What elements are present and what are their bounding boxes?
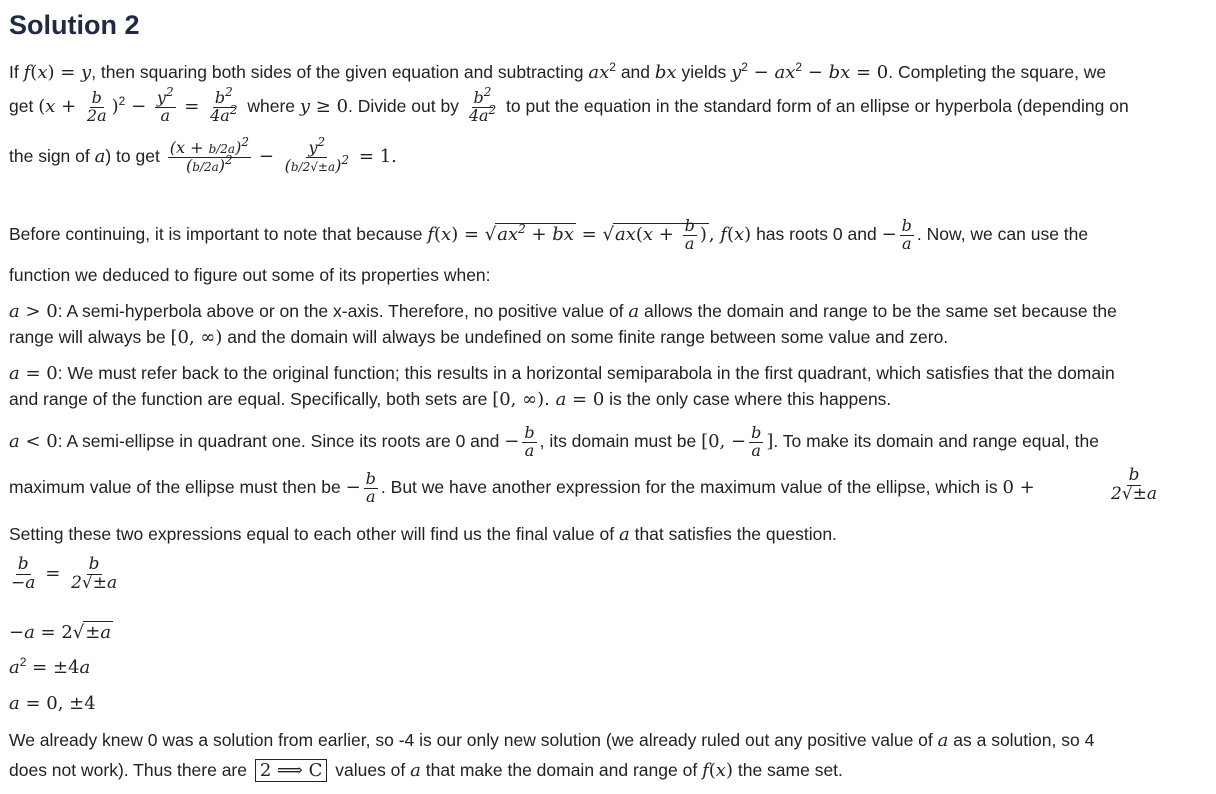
p1-text: , then squaring both sides of the given equation and subtracting — [91, 62, 584, 82]
case-positive-line-1: a > 0: A semi-hyperbola above or on the x-axis. Therefore, no positive value of a allows the domain and range to be the same set because the — [9, 301, 1117, 322]
conclusion-text: as a solution, so 4 — [953, 730, 1095, 750]
p2-line-1: Before continuing, it is important to note that because $f(x) = √ax^2$ + bx = √ax(x + $\frac{b}{a}$ ) , f(x) has roots 0 and − $\frac{b}{a}$ . Now, we can use the — [9, 216, 1089, 253]
case-text: maximum value of the ellipse must then be — [9, 476, 341, 497]
p1-line-3: the sign of a) to get $\frac{(x + b/2a)^2}{(b/2a)^2}$ − $\frac{y^2}{(b/2√\pm a)^2}$ = 1. — [9, 135, 397, 175]
p1-text: where — [247, 95, 296, 116]
p2-text: has roots 0 and — [756, 223, 877, 244]
conclusion-text: values of — [335, 760, 406, 780]
p1-text: the sign of — [9, 145, 90, 166]
p1-text: and — [620, 62, 651, 82]
case-text: : We must refer back to the original function; this results in a horizontal semiparabola in the first quadrant, which satisfies that the domain — [57, 363, 1115, 383]
case-text: range will always be — [9, 327, 166, 347]
case-text: is the only case where this happens. — [609, 389, 892, 409]
p1-line-1: If f(x) = y, then squaring both sides of the given equation and subtracting $ax^2$ and bx yields $y^2 - ax^2$ − bx = 0. Completing the square, we — [9, 60, 1107, 83]
equation-3: $a^2 = \pm 4a$ — [9, 655, 91, 678]
case-zero-line-1: a = 0: We must refer back to the original function; this results in a horizontal semiparabola in the first quadrant, which satisfies that the domain — [9, 363, 1115, 384]
p2-text: . Now, we can use the — [916, 223, 1089, 244]
case-text: . To make its domain and range equal, the — [773, 430, 1099, 451]
case-negative-line-3: Setting these two expressions equal to each other will find us the final value of a that satisfies the question. — [9, 524, 837, 545]
case-text: that satisfies the question. — [634, 524, 837, 544]
answer-box: 2 ⟹ C — [255, 759, 327, 782]
case-positive-line-2: range will always be [0, ∞) and the domain will always be undefined on some finite range between some value and zero. — [9, 327, 949, 348]
p2-text: Before continuing, it is important to note that because — [9, 223, 423, 244]
conclusion-text: the same set. — [737, 760, 843, 780]
case-text: : A semi-ellipse in quadrant one. Since its roots are 0 and — [57, 430, 500, 451]
p1-text: yields — [681, 62, 727, 82]
p1-text: get — [9, 95, 34, 116]
case-text: and range of the function are equal. Specifically, both sets are — [9, 389, 488, 409]
equation-1: $\frac{b}{-a}$ = $\frac{b}{2√\pm a}$ — [11, 554, 118, 593]
p1-text: . Divide out by — [348, 95, 459, 116]
case-text: allows the domain and range to be the same set because the — [644, 301, 1117, 321]
p1-text: If — [9, 62, 19, 82]
case-negative-line-1: a < 0: A semi-ellipse in quadrant one. Since its roots are 0 and − $\frac{b}{a}$ , its domain must be [0, − $\frac{b}{a}$ ]. To make its domain and range equal, the — [9, 423, 1099, 460]
case-negative-line-2: maximum value of the ellipse must then be − $\frac{b}{a}$ . But we have another expression for the maximum value of the ellipse, which is 0 + $\frac{b}{2√\pm a}$ — [9, 465, 1158, 506]
conclusion-text: does not work). Thus there are — [9, 760, 247, 780]
conclusion-line-1: We already knew 0 was a solution from earlier, so -4 is our only new solution (we already ruled out any positive value of a as a solution, so 4 — [9, 730, 1095, 751]
case-text: : A semi-hyperbola above or on the x-axis. Therefore, no positive value of — [57, 301, 624, 321]
conclusion-text: We already knew 0 was a solution from earlier, so -4 is our only new solution (we already ruled out any positive value of — [9, 730, 933, 750]
conclusion-line-2: does not work). Thus there are 2 ⟹ C values of a that make the domain and range of f(x) the same set. — [9, 760, 843, 781]
p1-text: . Completing the square, we — [888, 62, 1107, 82]
case-text: . But we have another expression for the maximum value of the ellipse, which is — [380, 476, 998, 497]
p1-text: ) to get — [105, 145, 160, 166]
case-text: and the domain will always be undefined on some finite range between some value and zero. — [227, 327, 949, 347]
p1-line-2: get (x + $\frac{b}{2a}$ )$^2$ − $\frac{y^2}{a}$ = $\frac{b^2}{4a^2}$ where y ≥ 0. Divide out by $\frac{b^2}{4a^2}$ to put the equation in the standard form of an ellipse or hyperbola (depending on — [9, 85, 1129, 125]
p1-text: to put the equation in the standard form of an ellipse or hyperbola (depending on — [506, 95, 1129, 116]
case-text: , its domain must be — [539, 430, 697, 451]
page-title: Solution 2 — [9, 10, 140, 40]
p2-line-2: function we deduced to figure out some of its properties when: — [9, 265, 491, 285]
case-zero-line-2: and range of the function are equal. Specifically, both sets are [0, ∞). a = 0 is the only case where this happens. — [9, 389, 892, 410]
case-text: Setting these two expressions equal to each other will find us the final value of — [9, 524, 615, 544]
equation-2: −a = 2√±a — [9, 622, 112, 643]
conclusion-text: that make the domain and range of — [425, 760, 698, 780]
equation-4: a = 0, ±4 — [9, 693, 96, 714]
